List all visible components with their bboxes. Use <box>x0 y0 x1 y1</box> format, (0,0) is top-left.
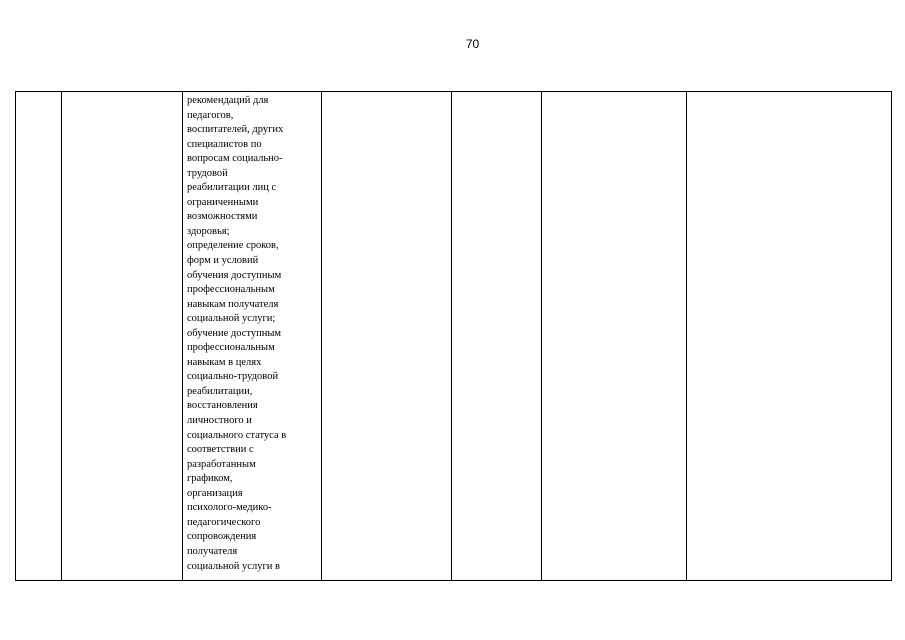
cell-text-line: личностного и <box>187 415 252 427</box>
column-divider-6 <box>686 92 687 580</box>
cell-text-line: навыкам в целях <box>187 356 262 368</box>
cell-text-line: обучения доступным <box>187 269 282 281</box>
cell-text-line: профессиональным <box>187 342 275 354</box>
cell-text-line: социальной услуги в <box>187 560 280 572</box>
cell-text-line: педагогов, <box>187 109 234 121</box>
cell-text-line: восстановления <box>187 400 258 412</box>
cell-text-line: разработанным <box>187 458 256 470</box>
cell-text-line: профессиональным <box>187 284 275 296</box>
cell-text-line: соответствии с <box>187 444 254 456</box>
cell-text-line: социальной услуги; <box>187 313 276 325</box>
cell-text-line: педагогического <box>187 516 261 528</box>
cell-text-line: ограниченными <box>187 196 259 208</box>
cell-text-line: форм и условий <box>187 255 259 267</box>
cell-text-line: графиком, <box>187 473 233 485</box>
cell-text-line: получателя <box>187 545 238 557</box>
cell-text-line: специалистов по <box>187 138 262 150</box>
cell-text-line: организация <box>187 487 243 499</box>
cell-text-line: возможностями <box>187 211 258 223</box>
column-divider-5 <box>541 92 542 580</box>
cell-text-line: вопросам социально- <box>187 153 283 165</box>
column-divider-2 <box>182 92 183 580</box>
cell-text-line: реабилитации, <box>187 385 253 397</box>
cell-text-line: навыкам получателя <box>187 298 279 310</box>
table-cell-service-description <box>187 94 321 574</box>
cell-text-line: здоровья; <box>187 225 230 237</box>
cell-text-line: рекомендаций для <box>187 95 269 106</box>
column-divider-4 <box>451 92 452 580</box>
cell-text-line: сопровождения <box>187 531 257 543</box>
cell-text-line: социально-трудовой <box>187 371 279 383</box>
cell-text-line: воспитателей, других <box>187 124 284 136</box>
cell-text-line: социального статуса в <box>187 429 287 441</box>
column-divider-1 <box>61 92 62 580</box>
cell-text-line: обучение доступным <box>187 327 282 339</box>
cell-text-line: трудовой <box>187 167 228 179</box>
column-divider-3 <box>321 92 322 580</box>
cell-text-line: психолого-медико- <box>187 502 272 514</box>
page-number: 70 <box>465 37 480 51</box>
cell-text-line: реабилитации лиц с <box>187 182 277 194</box>
cell-text-line: определение сроков, <box>187 240 279 252</box>
document-table <box>15 91 892 581</box>
